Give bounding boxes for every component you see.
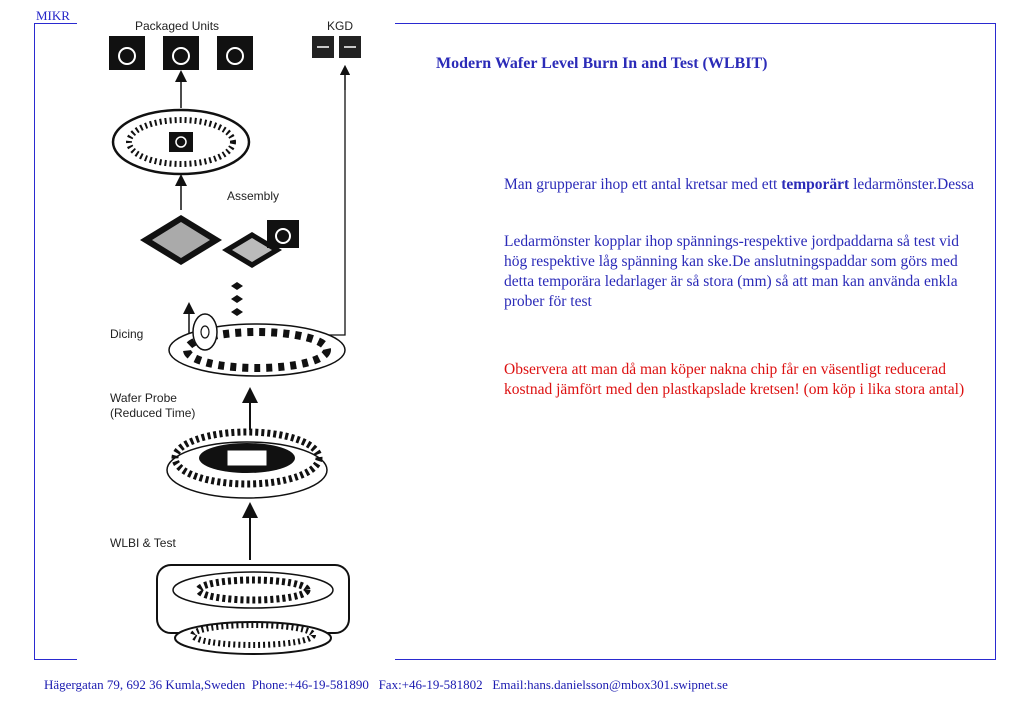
- lead-frame-icon: [113, 110, 249, 174]
- label-packaged-units: Packaged Units: [135, 19, 220, 33]
- wafer-probe-icon: [167, 432, 327, 498]
- label-dicing: Dicing: [110, 327, 144, 341]
- slide-title: Modern Wafer Level Burn In and Test (WLBIT): [436, 55, 768, 72]
- paragraph-intro: Man grupperar ihop ett antal kretsar med ett temporärt ledarmönster.Dessa: [504, 176, 975, 193]
- footer-contact: Hägergatan 79, 692 36 Kumla,Sweden Phone:+46-19-581890 Fax:+46-19-581802 Email:hans.danielsson@mbox301.swipnet.se: [44, 677, 728, 692]
- assembly-icon: [140, 215, 299, 268]
- label-assembly: Assembly: [227, 189, 280, 203]
- kgd-die-icon: [312, 36, 361, 58]
- packaged-units-icon: [109, 36, 253, 70]
- paragraph-lead-pattern: Ledarmönster kopplar ihop spännings-respektive jordpaddarna så test vid hög respektive låg spänning kan ske.De anslutningspaddar som görs med detta temporära ledarlager är så stora (mm) så att man kan använda enkla prober för test: [504, 233, 959, 310]
- diced-chips-icon: [231, 282, 243, 316]
- label-reduced-time: (Reduced Time): [110, 406, 196, 420]
- label-wafer-probe: Wafer Probe: [110, 391, 177, 405]
- wlbi-fixture-icon: [157, 565, 349, 654]
- emphasis-temporary: temporärt: [781, 176, 850, 193]
- dicing-wafer-icon: [169, 314, 345, 376]
- corner-label: MIKR: [36, 8, 70, 23]
- paragraph-cost-note: Observera att man då man köper nakna chip får en väsentligt reducerad kostnad jämfört med den plastkapslade kretsen! (om köp i lika stora antal): [504, 361, 965, 398]
- arrow-to-kgd: [272, 72, 345, 335]
- process-figure: [77, 10, 395, 670]
- label-kgd: KGD: [327, 19, 354, 33]
- label-wlbi-test: WLBI & Test: [110, 536, 176, 550]
